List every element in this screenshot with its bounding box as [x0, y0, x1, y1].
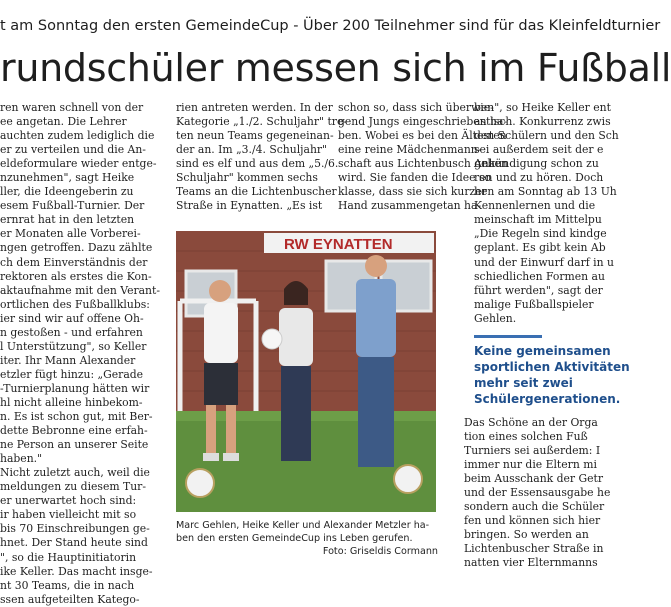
column1-line: aktaufnahme mit den Verant- [0, 283, 160, 297]
column1-line: rektoren als erstes die Kon- [0, 269, 152, 283]
column5-line: Turniers sei außerdem: I [464, 444, 601, 458]
column1-line: iter. Ihr Mann Alexander [0, 353, 136, 367]
caption-line-1: Marc Gehlen, Heike Keller und Alexander Metzler ha- [176, 520, 430, 531]
article-headline [0, 46, 671, 98]
column1-line: ngen getroffen. Dazu zählte [0, 241, 153, 255]
column4-line: und der Einwurf darf in u [474, 255, 614, 269]
photo-illustration [176, 231, 436, 512]
column2-line: Kategorie „1./2. Schuljahr" tre- [176, 115, 347, 129]
column1-line: esem Fußball-Turnier. Der [0, 199, 145, 213]
column1-line: n gestoßen - und erfahren [0, 325, 143, 339]
column1-line: n. Es ist schon gut, mit Ber- [0, 410, 153, 424]
article-photo [176, 231, 436, 512]
column5-line: Lichtenbuscher Straße in [464, 542, 604, 556]
column4-line: ren und zu hören. Doch [474, 171, 604, 185]
subhead-line: sportlichen Aktivitäten [474, 360, 630, 374]
column1-line: -Turnierplanung hätten wir [0, 381, 150, 395]
column1-line: ller, die Ideengeberin zu [0, 185, 134, 199]
headline-text: rundschüler messen sich im Fußball [0, 46, 671, 90]
column5-line: tion eines solchen Fuß [464, 430, 588, 444]
column5-line: bringen. So werden an [464, 528, 589, 542]
column1-line: ir haben vielleicht mit so [0, 508, 137, 522]
column1-line: ee angetan. Die Lehrer [0, 115, 127, 129]
column1-line: auchten zudem lediglich die [0, 129, 155, 143]
subhead-bar [474, 335, 542, 338]
column1-line: haben." [0, 452, 43, 466]
column2-line: sind es elf und aus dem „5./6. [176, 157, 339, 171]
column4-line: astisch. Konkurrenz zwis [474, 115, 611, 129]
ball-left [186, 469, 214, 497]
column1-line: meldungen zu diesem Tur- [0, 480, 146, 494]
column5-line: immer nur die Eltern mi [464, 458, 597, 472]
column5-line: sondern auch die Schüler [464, 500, 605, 514]
article-column-3 [338, 101, 508, 231]
column1-line: ch dem Einverständnis der [0, 255, 148, 269]
column1-line: er zu verteilen und die An- [0, 143, 146, 157]
column4-line: geplant. Es gibt kein Ab [474, 241, 606, 255]
subhead-line: mehr seit zwei [474, 376, 573, 390]
column1-line: nt 30 Teams, die in nach [0, 578, 135, 592]
column4-line: meinschaft im Mittelpu [474, 213, 602, 227]
column3-line: ben. Wobei es bei den Ältesten [338, 129, 507, 143]
column1-line: ike Keller. Das macht insge- [0, 564, 153, 578]
column3-line: schaft aus Lichtenbusch geben [338, 157, 508, 171]
article-column-1 [0, 101, 160, 606]
column1-line: ssen aufgeteilten Katego- [0, 592, 140, 606]
column2-line: Teams an die Lichtenbuscher [176, 185, 337, 199]
column1-line: er unerwartet hoch sind: [0, 494, 137, 508]
column1-line: ", so die Hauptinitiatorin [0, 550, 137, 564]
column1-line: Nicht zuletzt auch, weil die [0, 466, 150, 480]
column4-line: sei außerdem seit der e [474, 143, 604, 157]
column5-line: fen und können sich hier [464, 514, 601, 528]
subhead-line: Keine gemeinsamen [474, 344, 611, 358]
kicker-text: t am Sonntag den ersten GemeindeCup - Über 200 Teilnehmer sind für das Kleinfeldturnier [0, 18, 661, 34]
column3-line: klasse, dass sie sich kurzer [338, 185, 487, 199]
column5-line: und der Essensausgabe he [464, 486, 611, 500]
column2-line: der an. Im „3./4. Schuljahr" [176, 143, 328, 157]
club-sign-text: RW EYNATTEN [284, 236, 393, 253]
column1-line: nzunehmen", sagt Heike [0, 171, 135, 185]
column1-line: eldeformulare wieder entge- [0, 157, 157, 171]
column1-line: ernrat hat in den letzten [0, 213, 135, 227]
column3-line: gend Jungs eingeschrieben ha- [338, 115, 508, 129]
column4-line: den Schülern und den Sch [474, 129, 619, 143]
caption-line-2: ben den ersten GemeindeCup ins Leben gerufen. [176, 533, 413, 544]
column4-line: Kennenlernen und die [474, 199, 596, 213]
column4-line: führt werden", sagt der [474, 283, 603, 297]
column4-line: „Die Regeln sind kindge [474, 227, 607, 241]
article-column-2 [176, 101, 347, 231]
column1-line: ren waren schnell von der [0, 101, 144, 114]
column4-line: schiedlichen Formen au [474, 269, 605, 283]
column4-line: ben", so Heike Keller ent [474, 101, 611, 114]
column1-line: l Unterstützung", so Keller [0, 339, 147, 353]
column1-line: ortlichen des Fußballklubs: [0, 297, 150, 311]
column2-line: rien antreten werden. In der [176, 101, 333, 114]
article-column-5 [464, 416, 611, 601]
ball-right [394, 465, 422, 493]
article-column-4 [474, 101, 619, 331]
column4-line: Ankündigung schon zu [474, 157, 599, 171]
column3-line: Hand zusammengetan ha- [338, 199, 482, 213]
column3-line: eine reine Mädchenmann- [338, 143, 482, 157]
column3-line: wird. Sie fanden die Idee so [338, 171, 491, 185]
column1-line: dette Bebronne eine erfah- [0, 424, 148, 438]
column1-line: hnet. Der Stand heute sind [0, 536, 148, 550]
column5-line: beim Ausschank der Getr [464, 472, 604, 486]
column4-line: malige Fußballspieler [474, 297, 594, 311]
column4-line: Gehlen. [474, 311, 517, 325]
column2-line: Schuljahr" kommen sechs [176, 171, 318, 185]
photo-credit: Foto: Griseldis Cormann [322, 546, 438, 557]
column1-line: hl nicht alleine hinbekom- [0, 395, 143, 409]
column2-line: Straße in Eynatten. „Es ist [176, 199, 323, 213]
photo-caption [176, 519, 446, 569]
column1-line: bis 70 Einschreibungen ge- [0, 522, 150, 536]
column5-line: natten vier Elternmanns [464, 556, 598, 570]
column1-line: ier sind wir auf offene Oh- [0, 311, 144, 325]
subhead-line: Schülergenerationen. [474, 392, 621, 406]
column1-line: er Monaten alle Vorberei- [0, 227, 141, 241]
column4-line: hen am Sonntag ab 13 Uh [474, 185, 617, 199]
column1-line: etzler fügt hinzu: „Gerade [0, 367, 144, 381]
column5-line: Das Schöne an der Orga [464, 416, 598, 429]
column2-line: ten neun Teams gegeneinan- [176, 129, 334, 143]
article-kicker [0, 18, 661, 40]
column1-line: ne Person an unserer Seite [0, 438, 149, 452]
subheadline [474, 343, 630, 407]
column3-line: schon so, dass sich überwie- [338, 101, 494, 114]
person-right [356, 255, 396, 467]
